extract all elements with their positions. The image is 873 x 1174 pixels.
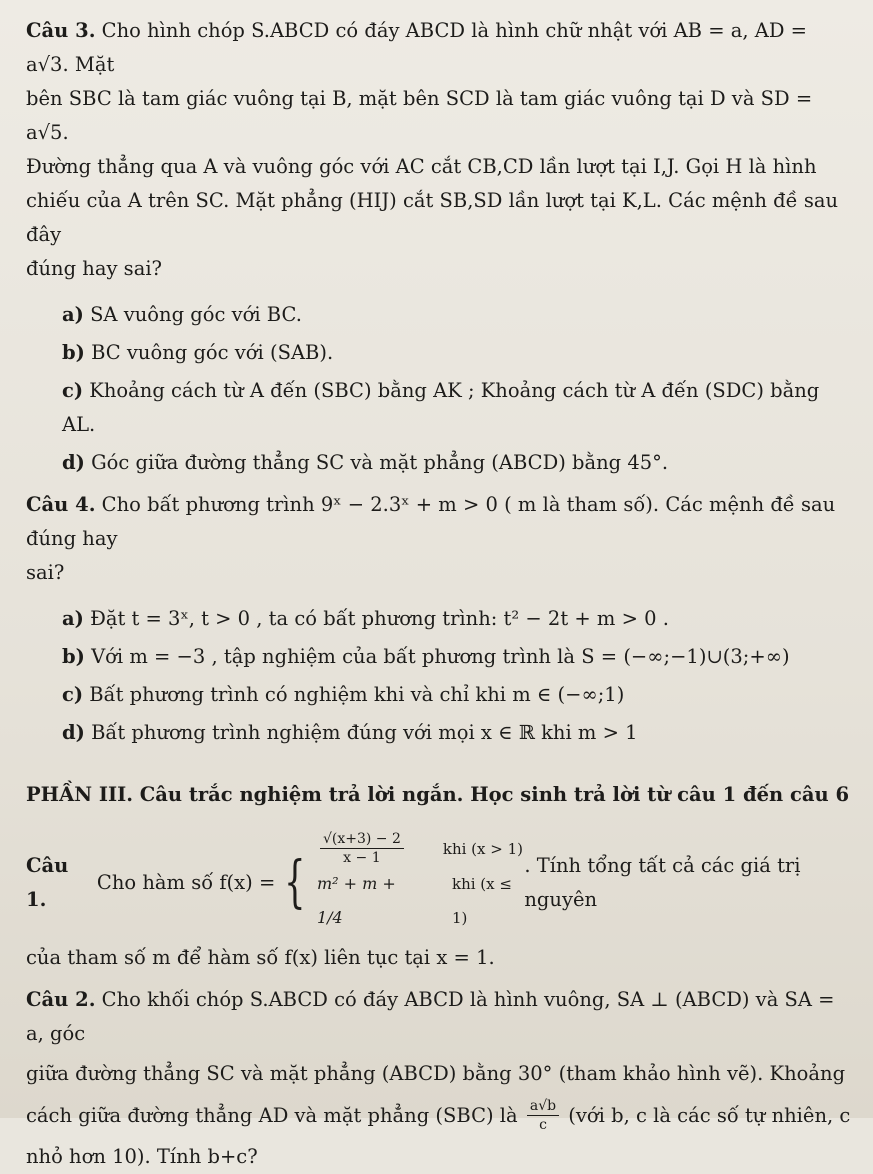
q3-line4: chiếu của A trên SC. Mặt phẳng (HIJ) cắt SB,SD lần lượt tại K,L. Các mệnh đề sau đây xyxy=(26,189,839,246)
q3-option-c xyxy=(62,374,855,442)
case1-denominator: x − 1 xyxy=(343,850,381,866)
distance-fraction xyxy=(527,1097,559,1134)
q4-option-a-label: a) xyxy=(62,607,84,630)
q4-option-d-text: Bất phương trình nghiệm đúng với mọi x ∈ ℝ khi m > 1 xyxy=(84,721,638,744)
q4-line2: sai? xyxy=(26,561,65,584)
fraction-denominator: c xyxy=(539,1117,547,1133)
p3q1-lead: Cho hàm số f(x) = xyxy=(90,870,276,894)
q4-option-d-label: d) xyxy=(62,721,85,744)
case1-condition: khi (x > 1) xyxy=(442,839,523,858)
q3-option-c-text: Khoảng cách từ A đến (SBC) bằng AK ; Khoảng cách từ A đến (SDC) bằng AL. xyxy=(62,379,820,436)
piecewise-case-1 xyxy=(317,830,524,867)
piecewise-case-2 xyxy=(317,867,524,935)
p3q2-line3 xyxy=(26,1097,855,1134)
p3q1-title: Câu 1. xyxy=(26,853,69,911)
p3q1-line1 xyxy=(26,830,855,935)
q3-option-d xyxy=(62,446,855,480)
q3-title: Câu 3. xyxy=(26,19,96,42)
p3q2-line4: nhỏ hơn 10). Tính b+c? xyxy=(26,1145,258,1168)
q3-option-c-label: c) xyxy=(62,379,84,402)
q4-option-c-text: Bất phương trình có nghiệm khi và chỉ khi m ∈ (−∞;1) xyxy=(83,683,625,706)
q4-option-d xyxy=(62,716,855,750)
q3-line3: Đường thẳng qua A và vuông góc với AC cắt CB,CD lần lượt tại I,J. Gọi H là hình xyxy=(26,155,817,178)
fraction-numerator: a√b xyxy=(527,1097,559,1116)
case2-expression: m² + m + 1/4 xyxy=(316,874,396,927)
q4-text-1: Cho bất phương trình 9ˣ − 2.3ˣ + m > 0 ( m là tham số). Các mệnh đề sau đúng hay xyxy=(26,493,836,550)
q4-title: Câu 4. xyxy=(26,493,96,516)
q3-option-a-label: a) xyxy=(62,303,84,326)
piecewise-function xyxy=(275,830,524,935)
p3q2-line3-post: (với b, c là các số tự nhiên, c xyxy=(562,1103,851,1127)
case1-numerator: √(x+3) − 2 xyxy=(320,830,404,849)
q3-line2: bên SBC là tam giác vuông tại B, mặt bên SCD là tam giác vuông tại D và SD = a√5. xyxy=(26,87,813,144)
q4-option-c xyxy=(62,678,855,712)
q4-option-b-text: Với m = −3 , tập nghiệm của bất phương trình là S = (−∞;−1)∪(3;+∞) xyxy=(84,645,790,668)
q3-option-d-text: Góc giữa đường thẳng SC và mặt phẳng (ABCD) bằng 45°. xyxy=(84,451,669,474)
q3-line1 xyxy=(26,14,855,82)
p3q2-line1 xyxy=(26,983,855,1051)
q3-option-b-label: b) xyxy=(62,341,85,364)
q4-line1 xyxy=(26,488,855,556)
p3q2-title: Câu 2. xyxy=(26,988,96,1011)
q3-option-a xyxy=(62,298,855,332)
p3q1-tail: . Tính tổng tất cả các giá trị nguyên xyxy=(524,853,801,911)
q3-option-b-text: BC vuông góc với (SAB). xyxy=(84,341,334,364)
q3-option-b xyxy=(62,336,855,370)
p3q2-line3-pre: cách giữa đường thẳng AD và mặt phẳng (SBC) là xyxy=(26,1103,524,1127)
p3q2-line2: giữa đường thẳng SC và mặt phẳng (ABCD) bằng 30° (tham khảo hình vẽ). Khoảng xyxy=(26,1062,846,1085)
q4-option-c-label: c) xyxy=(62,683,84,706)
q4-option-b xyxy=(62,640,855,674)
part3-heading: PHẦN III. Câu trắc nghiệm trả lời ngắn. Học sinh trả lời từ câu 1 đến câu 6 xyxy=(26,783,850,806)
q4-option-a xyxy=(62,602,855,636)
p3q1-line2: của tham số m để hàm số f(x) liên tục tại x = 1. xyxy=(26,946,495,969)
q4-option-a-text: Đặt t = 3ˣ, t > 0 , ta có bất phương trình: t² − 2t + m > 0 . xyxy=(83,607,669,630)
q3-text-1: Cho hình chóp S.ABCD có đáy ABCD là hình chữ nhật với AB = a, AD = a√3. Mặt xyxy=(26,19,808,76)
q3-option-d-label: d) xyxy=(62,451,85,474)
left-brace-icon: { xyxy=(284,849,306,915)
q4-option-b-label: b) xyxy=(62,645,85,668)
p3q2-text-1: Cho khối chóp S.ABCD có đáy ABCD là hình vuông, SA ⊥ (ABCD) và SA = a, góc xyxy=(26,988,835,1045)
q3-line5: đúng hay sai? xyxy=(26,257,163,280)
case2-condition: khi (x ≤ 1) xyxy=(451,875,512,927)
q3-option-a-text: SA vuông góc với BC. xyxy=(83,303,302,326)
